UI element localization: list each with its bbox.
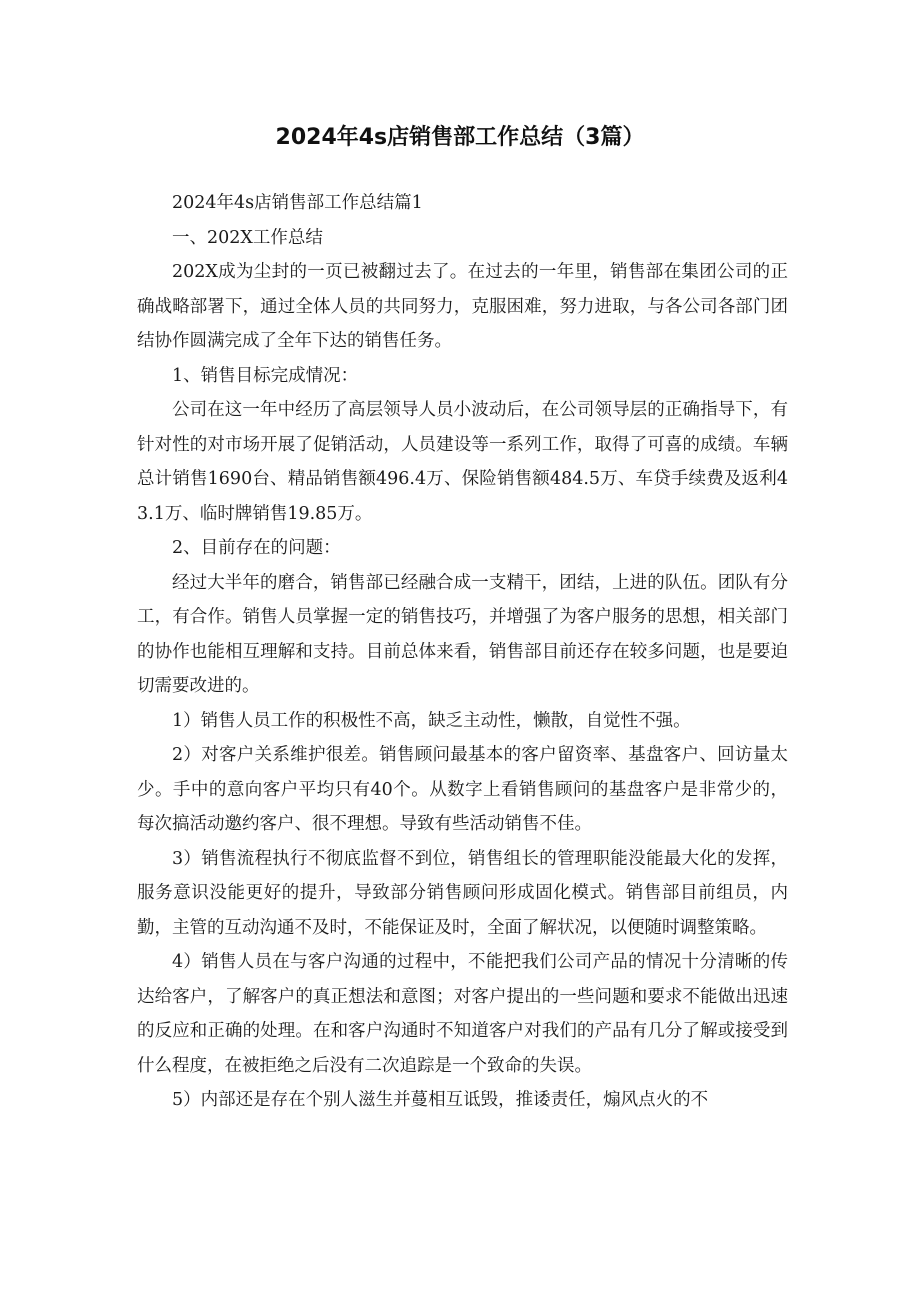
section-heading: 2024年4s店销售部工作总结篇1 (172, 193, 423, 213)
body-paragraph: 经过大半年的磨合，销售部已经融合成一支精干，团结，上进的队伍。团队有分工，有合作。销售人员掌握一定的销售技巧，并增强了为客户服务的思想，相关部门的协作也能相互理解和支持。目前总体来看，销售部目前还存在较多问题，也是要迫切需要改进的。 (137, 572, 788, 696)
list-item: 3）销售流程执行不彻底监督不到位，销售组长的管理职能没能最大化的发挥，服务意识没能更好的提升，导致部分销售顾问形成固化模式。销售部目前组员，内勤，主管的互动沟通不及时，不能保证及时，全面了解状况，以便随时调整策略。 (137, 848, 788, 938)
list-item: 4）销售人员在与客户沟通的过程中，不能把我们公司产品的情况十分清晰的传达给客户，了解客户的真正想法和意图；对客户提出的一些问题和要求不能做出迅速的反应和正确的处理。在和客户沟通时不知道客户对我们的产品有几分了解或接受到什么程度，在被拒绝之后没有二次追踪是一个致命的失误。 (137, 952, 788, 1076)
list-item: 5）内部还是存在个别人滋生并蔓相互诋毁，推诿责任，煽风点火的不 (172, 1090, 709, 1110)
list-item: 2）对客户关系维护很差。销售顾问最基本的客户留资率、基盘客户、回访量太少。手中的意向客户平均只有40个。从数字上看销售顾问的基盘客户是非常少的，每次搞活动邀约客户、很不理想。导致有些活动销售不佳。 (137, 745, 788, 834)
body-paragraph: 公司在这一年中经历了高层领导人员小波动后，在公司领导层的正确指导下，有针对性的对市场开展了促销活动，人员建设等一系列工作，取得了可喜的成绩。车辆总计销售1690台、精品销售额496.4万、保险销售额484.5万、车贷手续费及返利43.1万、临时牌销售19.85万。 (137, 400, 788, 524)
body-paragraph: 202X成为尘封的一页已被翻过去了。在过去的一年里，销售部在集团公司的正确战略部署下，通过全体人员的共同努力，克服困难，努力进取，与各公司各部门团结协作圆满完成了全年下达的销售任务。 (137, 262, 788, 351)
item-heading: 1、销售目标完成情况： (172, 365, 359, 386)
document-title: 2024年4s店销售部工作总结（3篇） (275, 125, 645, 150)
list-item: 1）销售人员工作的积极性不高，缺乏主动性，懒散，自觉性不强。 (172, 710, 691, 731)
subsection-heading: 一、202X工作总结 (172, 227, 323, 248)
item-heading: 2、目前存在的问题： (172, 538, 341, 558)
document-body (137, 186, 788, 1118)
